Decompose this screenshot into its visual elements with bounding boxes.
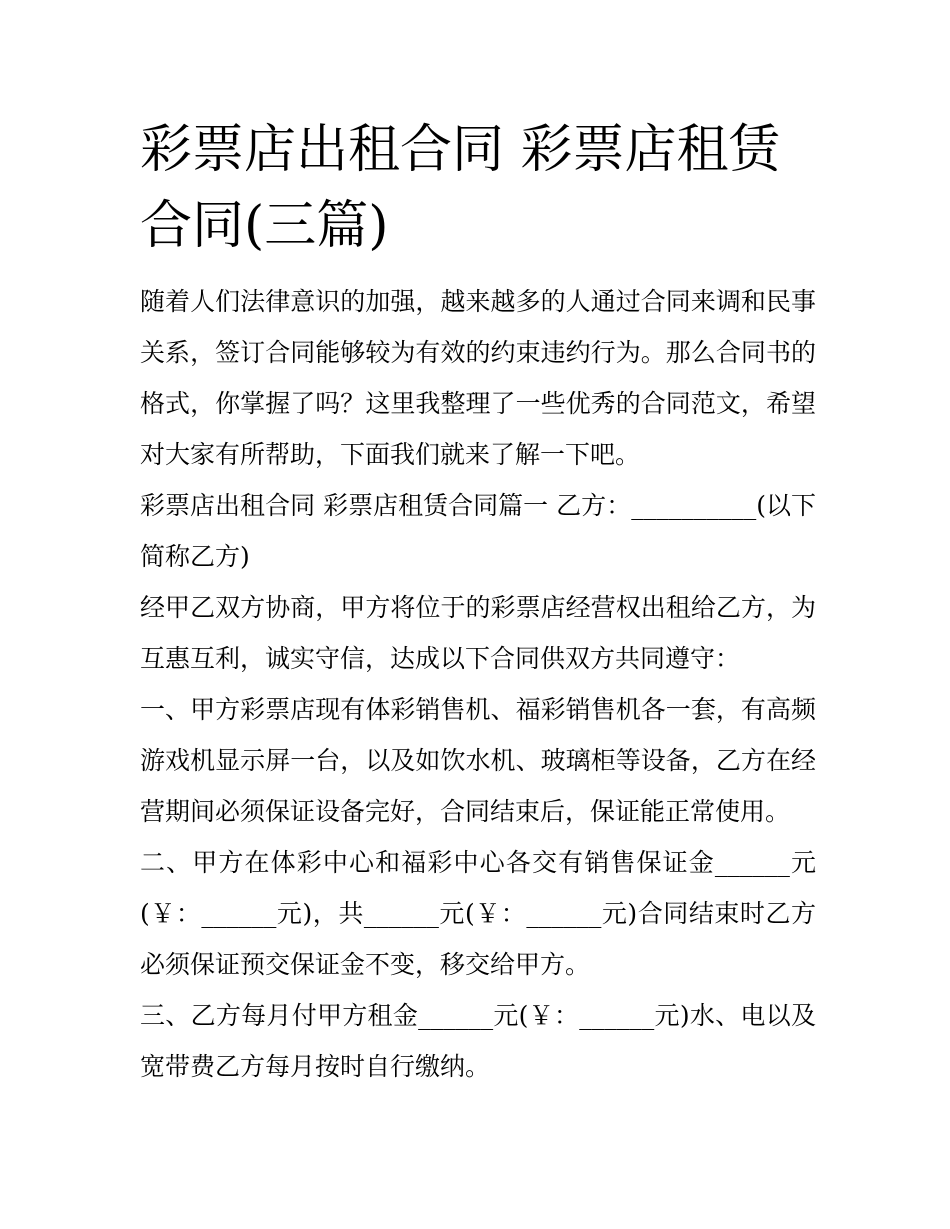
- paragraph-clause-1: 一、甲方彩票店现有体彩销售机、福彩销售机各一套，有高频游戏机显示屏一台，以及如饮水机、玻璃柜等设备，乙方在经营期间必须保证设备完好，合同结束后，保证能正常使用。: [140, 695, 816, 826]
- paragraph-clause-2: 二、甲方在体彩中心和福彩中心各交有销售保证金______元(￥：______元)，共______元(￥：______元)合同结束时乙方必须保证预交保证金不变，移交给甲方。: [140, 848, 816, 979]
- document-body: [140, 276, 816, 1092]
- paragraph-heading-party-b: 彩票店出租合同 彩票店租赁合同篇一 乙方：__________(以下简称乙方): [140, 491, 816, 571]
- paragraph-agreement: 经甲乙双方协商，甲方将位于的彩票店经营权出租给乙方，为互惠互利，诚实守信，达成以下合同供双方共同遵守：: [140, 593, 816, 673]
- document-title: 彩票店出租合同 彩票店租赁合同(三篇): [140, 120, 781, 256]
- paragraph-intro: 随着人们法律意识的加强，越来越多的人通过合同来调和民事关系，签订合同能够较为有效的约束违约行为。那么合同书的格式，你掌握了吗？这里我整理了一些优秀的合同范文，希望对大家有所帮助，下面我们就来了解一下吧。: [140, 287, 816, 469]
- paragraph-clause-3: 三、乙方每月付甲方租金______元(￥：______元)水、电以及宽带费乙方每月按时自行缴纳。: [140, 1001, 816, 1081]
